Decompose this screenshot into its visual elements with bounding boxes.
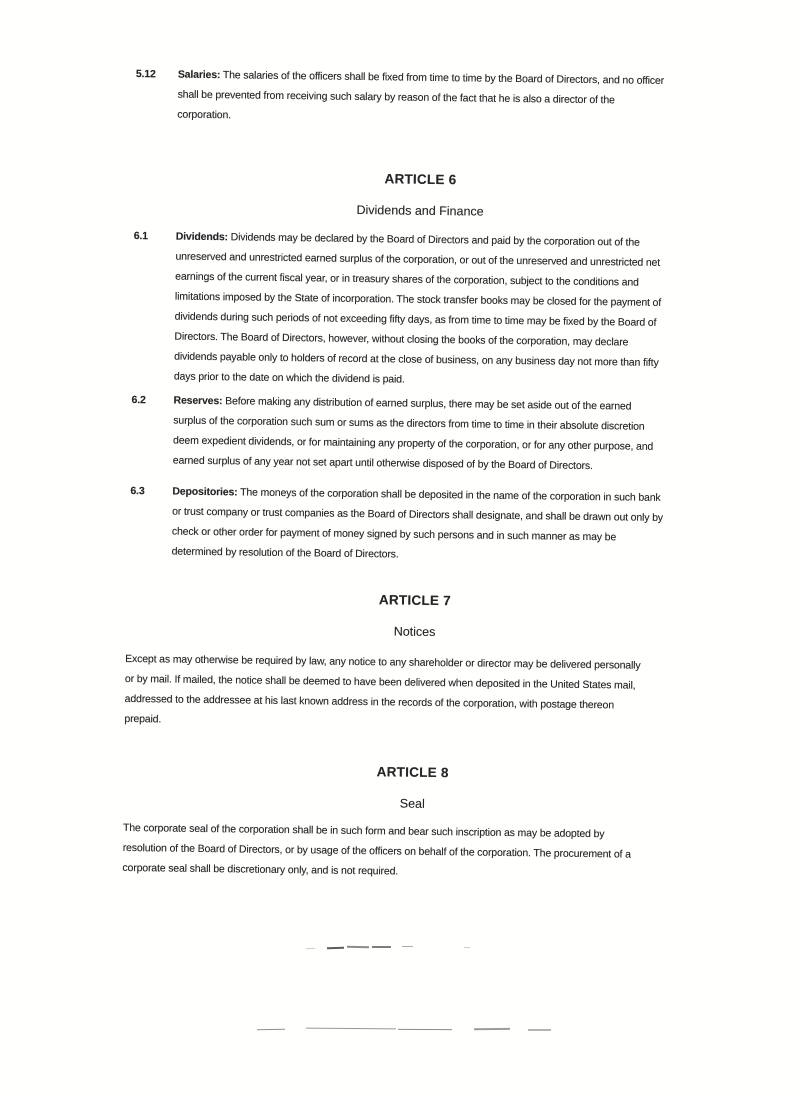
section-6-3	[126, 481, 705, 569]
article-7-paragraph: Except as may otherwise be required by law, any notice to any shareholder or director may be delivered personally or by mail. If mailed, the notice shall be deemed to have been delivered when deposited in the United States mail, addressed to the addressee at his last known address in the records of the corporation, with postage thereon prepaid.	[124, 652, 641, 726]
section-6-2-number: 6.2	[131, 394, 146, 407]
section-5-12-number: 5.12	[135, 68, 156, 81]
article-7-heading: ARTICLE 7	[378, 592, 452, 609]
scan-artifact-smudge	[306, 948, 315, 949]
article-8-heading: ARTICLE 8	[376, 764, 449, 781]
article-6-subtitle: Dividends and Finance	[356, 202, 484, 219]
scan-artifact-smudge	[464, 947, 470, 948]
section-6-1-text	[174, 227, 709, 394]
section-6-3-body: The moneys of the corporation shall be deposited in the name of the corporation in such bank or trust company or trust companies as the Board of Directors shall designate, and shall be drawn out only by check or other order for payment of money signed by such persons and in such manner as may be determined by resolution of the Board of Directors.	[171, 486, 664, 561]
section-6-3-label: Depositories:	[172, 485, 238, 499]
section-6-2-body: Before making any distribution of earned surplus, there may be set aside out of the earned surplus of the corporation such sum or sums as the directors from time to time in their absolute discretion deem expedient dividends, or for maintaining any property of the corporation, or for any other purpose, and earned surplus of any year not set apart until otherwise disposed of by the Board of Directors.	[172, 395, 654, 473]
section-6-3-text	[171, 482, 705, 569]
article-7-subtitle: Notices	[393, 624, 436, 640]
section-6-3-number: 6.3	[130, 485, 145, 498]
scan-artifact-smudge	[402, 946, 413, 947]
scan-artifact-smudge	[372, 946, 391, 948]
section-6-1-number: 6.1	[133, 230, 148, 243]
scan-artifact-smudge	[347, 946, 369, 948]
section-5-12-label: Salaries:	[177, 68, 221, 82]
section-6-2-text	[173, 391, 707, 478]
section-6-1-label: Dividends:	[175, 230, 229, 244]
section-6-1-body: Dividends may be declared by the Board of Directors and paid by the corporation out of the unreserved and unrestricted earned surplus of the corporation, or out of the unreserved and unrestricted net earnings of the current fiscal year, or in treasury shares of the corporation, subject to the conditions and limitations imposed by the State of incorporation. The stock transfer books may be closed for the payment of dividends during such periods of not exceeding fifty days, as from time to time may be fixed by the Board of Directors. The Board of Directors, however, without closing the books of the corporation, may declare dividends payable only to holders of record at the close of business, on any business day not more than fifty days prior to the date on which the dividend is paid.	[173, 231, 662, 386]
scan-artifact-line	[306, 1028, 396, 1030]
section-6-2	[128, 390, 707, 478]
scan-artifact-line	[257, 1029, 285, 1030]
scan-artifact-line	[474, 1028, 510, 1030]
article-8-paragraph: The corporate seal of the corporation shall be in such form and bear such inscription as may be adopted by resolution of the Board of Directors, or by usage of the officers on behalf of the corporation. The procurement of a corporate seal shall be discretionary only, and is not required.	[122, 821, 631, 878]
section-5-12-body: The salaries of the officers shall be fixed from time to time by the Board of Directors, and no officer shall be prevented from receiving such salary by reason of the fact that he is also a director of the corporation.	[177, 69, 665, 122]
page-content	[122, 64, 711, 885]
section-6-2-label: Reserves:	[173, 394, 223, 408]
article-8-subtitle: Seal	[399, 796, 425, 811]
article-6-heading: ARTICLE 6	[384, 171, 457, 188]
section-5-12-text	[177, 65, 711, 132]
scan-artifact-line	[528, 1029, 551, 1031]
scan-artifact-smudge	[327, 947, 344, 949]
section-5-12	[132, 64, 711, 132]
section-6-1	[129, 226, 709, 394]
scan-artifact-line	[398, 1029, 452, 1030]
